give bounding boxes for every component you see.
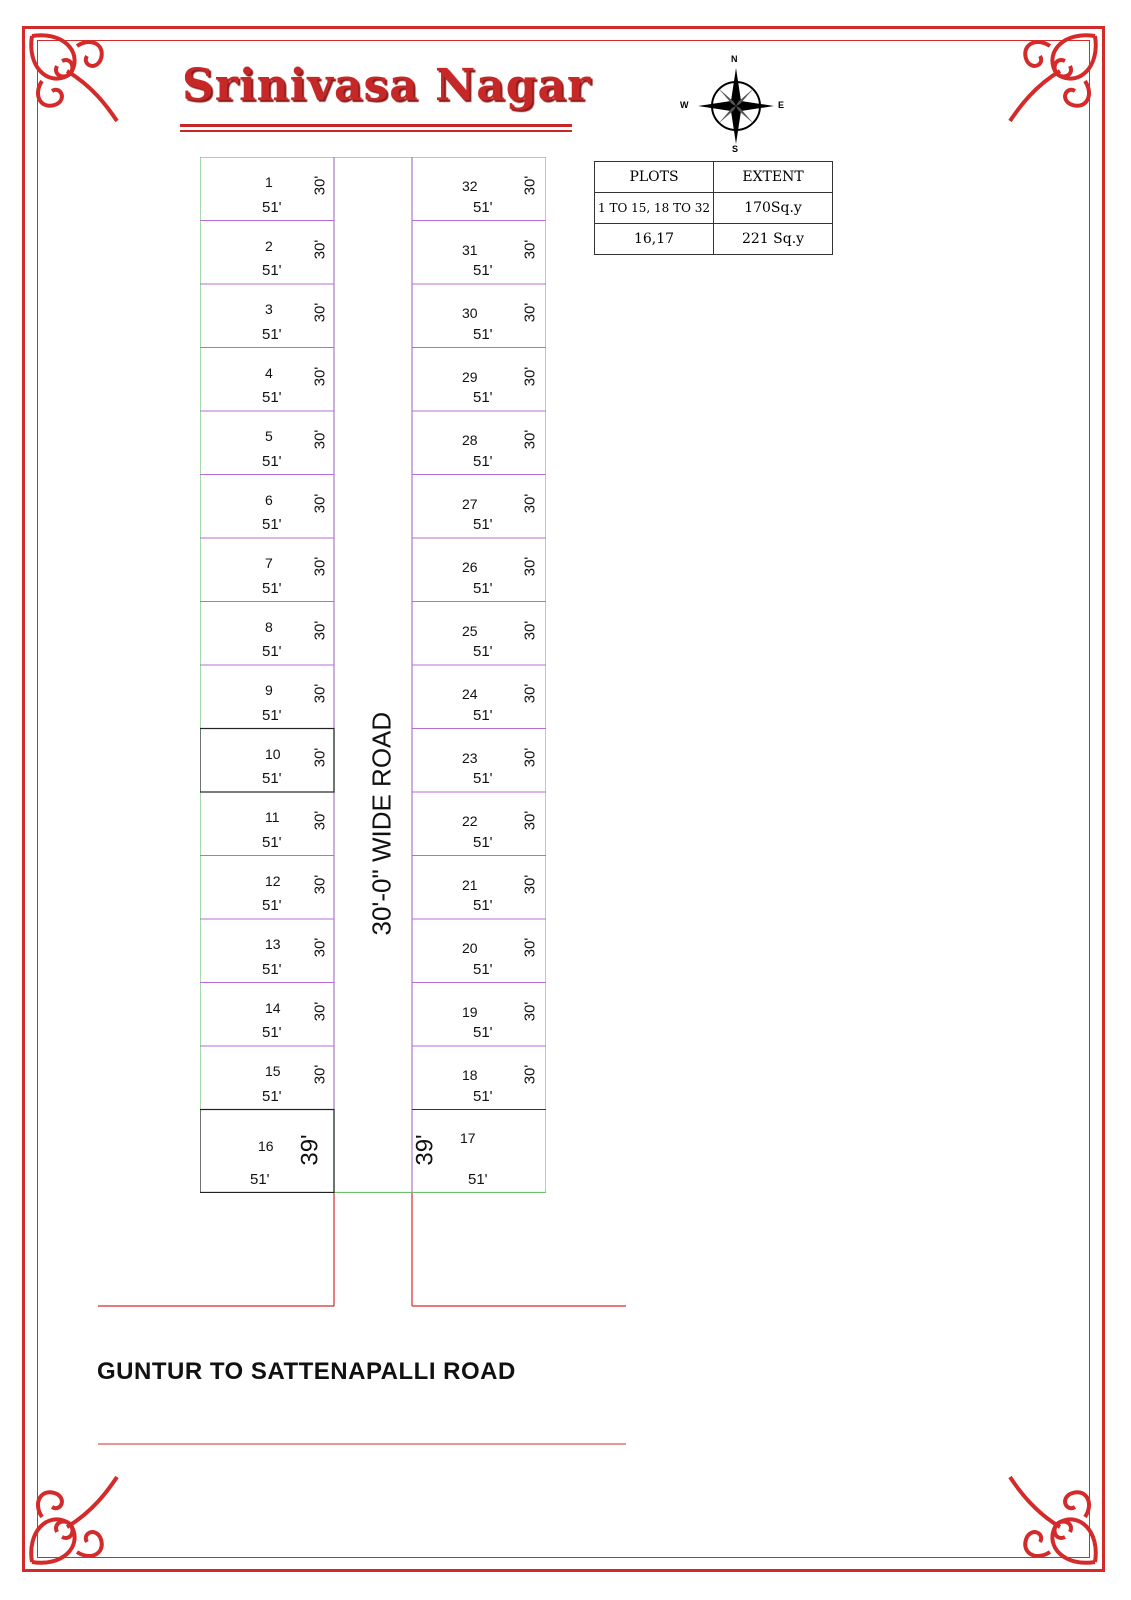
plot-depth-label: 30' — [521, 239, 539, 259]
table-cell-plots: 1 TO 15, 18 TO 32 — [595, 193, 714, 224]
plot-extent-table — [594, 161, 833, 255]
plot-width-label: 51' — [473, 198, 493, 216]
table-cell-extent: 170Sq.y — [714, 193, 833, 224]
table-cell-plots: 16,17 — [595, 224, 714, 255]
plot-number: 10 — [265, 745, 281, 762]
plot-number: 27 — [462, 495, 478, 512]
plot-depth-label: 30' — [521, 1064, 539, 1085]
compass-east-label: E — [778, 100, 785, 110]
plot-depth-label: 30' — [311, 175, 329, 196]
plot-width-label: 51' — [473, 897, 493, 914]
plot-number: 25 — [462, 622, 478, 639]
plot-depth-label: 30' — [521, 683, 539, 704]
plot-width-label: 51' — [262, 1087, 282, 1105]
title-underline — [180, 124, 572, 127]
plot-number: 30 — [462, 305, 478, 321]
plot-width-label: 51' — [262, 579, 282, 597]
plot-depth-label: 30' — [521, 493, 539, 513]
main-road-label: GUNTUR TO SATTENAPALLI ROAD — [97, 1358, 516, 1385]
plot-depth-label: 30' — [311, 683, 329, 704]
plot-depth-label: 39' — [296, 1133, 324, 1166]
plot-depth-label: 30' — [521, 429, 539, 450]
table-cell-extent: 221 Sq.y — [714, 224, 833, 255]
plot-depth-label: 30' — [521, 620, 539, 640]
plot-depth-label: 30' — [311, 620, 329, 640]
compass-west-label: W — [680, 100, 689, 110]
plot-number: 6 — [265, 491, 273, 508]
plot-depth-label: 30' — [311, 937, 329, 958]
plot-width-label: 51' — [473, 643, 493, 660]
plot-width-label: 51' — [473, 1024, 493, 1041]
north-arrow-compass — [680, 54, 785, 154]
plot-width-label: 51' — [262, 389, 282, 406]
plot-number: 13 — [265, 936, 281, 952]
plot-number: 19 — [462, 1003, 478, 1020]
plot-width-label: 51' — [473, 516, 493, 533]
plot-number: 8 — [265, 618, 273, 635]
internal-road-label: 30'-0" WIDE ROAD — [366, 711, 397, 936]
plot-number: 31 — [462, 241, 478, 258]
plot-width-label: 51' — [473, 960, 493, 978]
plot-number: 2 — [265, 237, 273, 254]
plot-depth-label: 30' — [311, 302, 329, 323]
plot-number: 24 — [462, 686, 478, 702]
plot-number: 21 — [462, 876, 478, 893]
inner-border — [37, 40, 1090, 1558]
plot-depth-label: 30' — [311, 1064, 329, 1085]
plot-number: 32 — [462, 178, 478, 194]
plot-number: 28 — [462, 432, 478, 448]
plot-number: 23 — [462, 749, 478, 766]
plot-depth-label: 30' — [311, 366, 329, 386]
plot-depth-label: 30' — [311, 429, 329, 450]
plot-width-label: 51' — [473, 389, 493, 406]
plot-number: 11 — [265, 809, 280, 825]
plot-depth-label: 30' — [521, 1001, 539, 1021]
plot-width-label: 51' — [262, 452, 282, 470]
plot-width-label: 51' — [262, 198, 282, 216]
plot-width-label: 51' — [262, 960, 282, 978]
plot-width-label: 51' — [262, 262, 282, 279]
plot-number: 26 — [462, 559, 478, 575]
table-header: EXTENT — [714, 162, 833, 193]
compass-north-label: N — [731, 54, 738, 64]
plot-width-label: 51' — [473, 833, 493, 851]
plot-number: 9 — [265, 682, 273, 698]
layout-boundary-lines — [200, 157, 546, 1193]
plot-depth-label: 30' — [521, 810, 539, 831]
plot-depth-label: 30' — [311, 556, 329, 577]
plot-depth-label: 30' — [311, 493, 329, 513]
plot-number: 14 — [265, 999, 281, 1016]
title-underline — [180, 130, 572, 132]
plot-width-label: 51' — [262, 833, 282, 851]
table-row — [595, 193, 833, 224]
plot-width-label: 51' — [473, 706, 493, 724]
plot-width-label: 51' — [468, 1170, 488, 1188]
plot-depth-label: 30' — [311, 747, 329, 767]
plot-number: 29 — [462, 368, 478, 385]
plot-width-label: 51' — [262, 897, 282, 914]
plot-width-label: 51' — [473, 1087, 493, 1105]
plot-number: 1 — [265, 174, 273, 190]
plot-width-label: 51' — [473, 452, 493, 470]
plot-number: 18 — [462, 1067, 478, 1083]
plot-number: 20 — [462, 940, 478, 956]
corner-ornament-icon — [1005, 1472, 1105, 1572]
plot-depth-label: 30' — [311, 810, 329, 831]
plot-number: 7 — [265, 555, 273, 571]
corner-ornament-icon — [22, 1472, 122, 1572]
plot-number: 5 — [265, 428, 273, 444]
plot-depth-label: 30' — [521, 874, 539, 894]
plot-depth-label: 30' — [521, 175, 539, 196]
plot-width-label: 51' — [262, 770, 282, 787]
plot-depth-label: 30' — [521, 556, 539, 577]
compass-south-label: S — [732, 144, 739, 154]
plot-width-label: 51' — [262, 325, 282, 343]
plot-width-label: 51' — [262, 706, 282, 724]
plot-width-label: 51' — [262, 516, 282, 533]
plot-number: 17 — [460, 1129, 476, 1146]
compass-rose-icon — [688, 58, 784, 154]
plot-width-label: 51' — [473, 262, 493, 279]
table-header: PLOTS — [595, 162, 714, 193]
plot-number: 12 — [265, 872, 281, 889]
table-header-row — [595, 162, 833, 193]
plot-number: 3 — [265, 301, 273, 317]
plot-depth-label: 30' — [311, 874, 329, 894]
plot-width-label: 51' — [473, 770, 493, 787]
plot-depth-label: 30' — [521, 366, 539, 386]
plot-width-label: 51' — [250, 1170, 270, 1188]
plot-number: 16 — [258, 1137, 274, 1154]
corner-ornament-icon — [1005, 26, 1105, 126]
corner-ornament-icon — [22, 26, 122, 126]
plot-number: 4 — [265, 364, 273, 381]
plot-depth-label: 39' — [411, 1133, 439, 1166]
plot-width-label: 51' — [473, 579, 493, 597]
plot-width-label: 51' — [473, 325, 493, 343]
plot-width-label: 51' — [262, 1024, 282, 1041]
layout-title: Srinivasa Nagar — [182, 60, 592, 111]
plot-depth-label: 30' — [311, 239, 329, 259]
plot-depth-label: 30' — [311, 1001, 329, 1021]
plot-width-label: 51' — [262, 643, 282, 660]
plot-depth-label: 30' — [521, 302, 539, 323]
plot-depth-label: 30' — [521, 937, 539, 958]
plot-layout — [200, 157, 546, 1193]
plot-number: 22 — [462, 813, 478, 829]
plot-number: 15 — [265, 1063, 281, 1079]
table-row — [595, 224, 833, 255]
plot-depth-label: 30' — [521, 747, 539, 767]
